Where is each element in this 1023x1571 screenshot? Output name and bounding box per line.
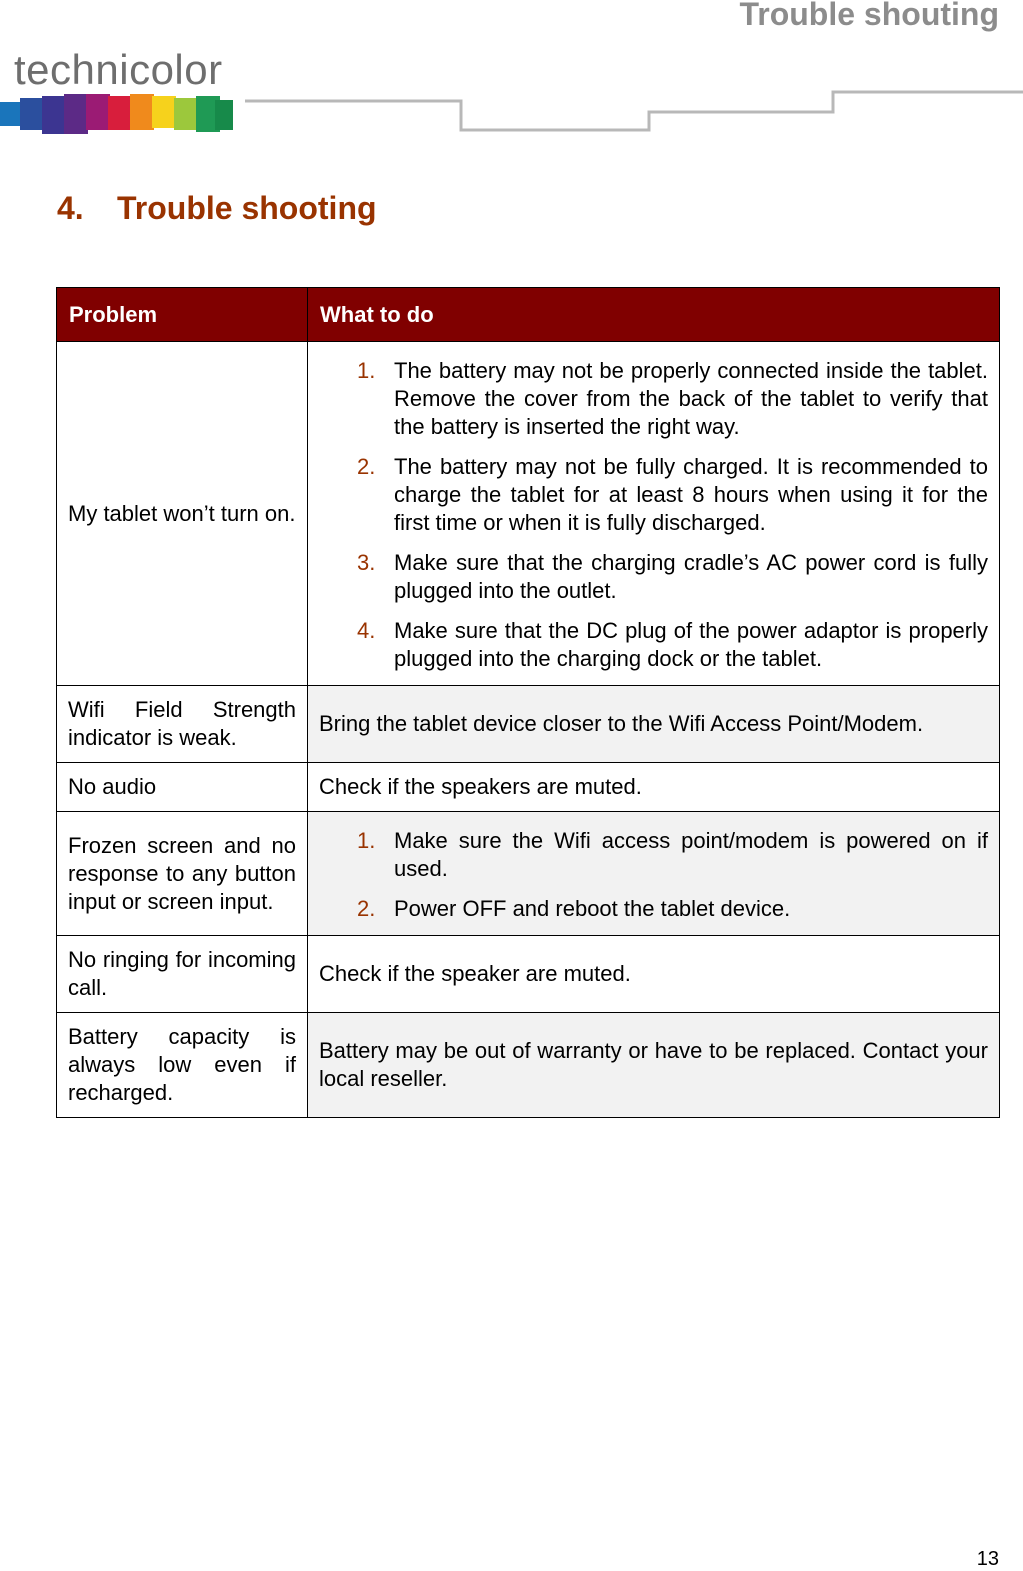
solution-step <box>319 453 988 537</box>
solution-cell: Bring the tablet device closer to the Wifi Access Point/Modem. <box>308 686 1000 763</box>
step-text: The battery may not be properly connected inside the tablet. Remove the cover from the back of the tablet to verify that the battery is inserted the right way. <box>394 358 988 439</box>
step-number: 1. <box>357 828 376 853</box>
solution-cell: Check if the speaker are muted. <box>308 936 1000 1013</box>
problem-cell: My tablet won’t turn on. <box>57 342 308 686</box>
running-header-title: Trouble shouting <box>739 0 999 32</box>
step-text: Make sure that the charging cradle’s AC power cord is fully plugged into the outlet. <box>394 550 988 603</box>
section-number: 4. <box>57 190 84 226</box>
technicolor-logo-text: technicolor <box>14 46 223 93</box>
step-text: The battery may not be fully charged. It is recommended to charge the tablet for at least 8 hours when using it for the first time or when it is fully discharged. <box>394 454 988 535</box>
solution-step <box>319 357 988 441</box>
solution-step <box>319 549 988 605</box>
step-number: 2. <box>357 454 376 479</box>
step-number: 4. <box>357 618 376 643</box>
step-number: 1. <box>357 358 376 383</box>
troubleshooting-table <box>56 287 1000 1118</box>
table-row <box>57 763 1000 812</box>
solution-step <box>319 617 988 673</box>
step-number: 3. <box>357 550 376 575</box>
section-title-text: Trouble shooting <box>117 190 377 226</box>
page-number: 13 <box>976 1548 999 1570</box>
header-decorative-line <box>245 88 1023 138</box>
table-header-row <box>57 288 1000 342</box>
step-text: Power OFF and reboot the tablet device. <box>394 896 791 921</box>
solution-cell: Check if the speakers are muted. <box>308 763 1000 812</box>
header-what-to-do: What to do <box>308 288 1000 342</box>
solution-cell <box>308 812 1000 936</box>
table-row <box>57 936 1000 1013</box>
table-row <box>57 1013 1000 1118</box>
step-text: Make sure the Wifi access point/modem is powered on if used. <box>394 828 988 881</box>
solution-steps <box>319 827 988 923</box>
problem-cell: Frozen screen and no response to any button input or screen input. <box>57 812 308 936</box>
table-row <box>57 342 1000 686</box>
section-heading <box>57 190 377 227</box>
table-row <box>57 686 1000 763</box>
step-number: 2. <box>357 896 376 921</box>
problem-cell: No audio <box>57 763 308 812</box>
table-row <box>57 812 1000 936</box>
header-problem: Problem <box>57 288 308 342</box>
solution-cell <box>308 342 1000 686</box>
solution-step <box>319 827 988 883</box>
step-text: Make sure that the DC plug of the power adaptor is properly plugged into the charging dock or the tablet. <box>394 618 988 671</box>
solution-cell: Battery may be out of warranty or have to be replaced. Contact your local reseller. <box>308 1013 1000 1118</box>
solution-step <box>319 895 988 923</box>
problem-cell: No ringing for incoming call. <box>57 936 308 1013</box>
problem-cell: Wifi Field Strength indicator is weak. <box>57 686 308 763</box>
technicolor-logo-color-blocks <box>0 90 235 140</box>
problem-cell: Battery capacity is always low even if recharged. <box>57 1013 308 1118</box>
solution-steps <box>319 357 988 673</box>
